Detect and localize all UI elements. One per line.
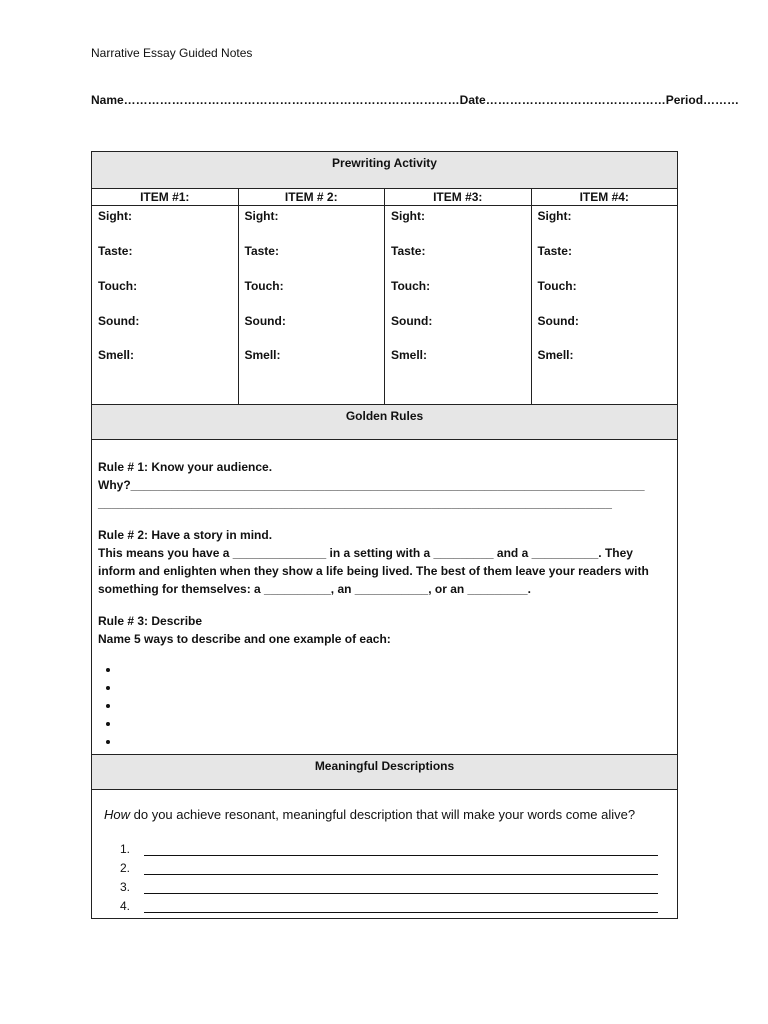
item-heading: ITEM #4:: [532, 189, 678, 206]
bullet-item: [120, 696, 673, 714]
bullet-item: [120, 660, 673, 678]
answer-row-1: [120, 837, 658, 856]
answer-line: [144, 900, 658, 913]
rule-1-why-line: Why?_____________________________________________________________________________: [98, 478, 645, 492]
question-emphasis: How: [104, 807, 131, 822]
rule-1-answer-line: _____________________________________________________________________________: [98, 496, 612, 510]
sense-taste: Taste:: [391, 244, 426, 258]
sense-taste: Taste:: [98, 244, 133, 258]
sense-taste: Taste:: [537, 244, 572, 258]
meaningful-question: [104, 807, 635, 822]
describe-bullet-list: [120, 660, 673, 750]
item-column-2: [239, 189, 386, 405]
answer-line: [144, 881, 658, 894]
sense-smell: Smell:: [391, 348, 428, 362]
answer-row-3: [120, 875, 658, 894]
prewriting-items: [92, 189, 677, 405]
sense-taste: Taste:: [244, 244, 279, 258]
rule-3-heading: Rule # 3: Describe: [98, 614, 203, 628]
number-label: 3.: [120, 880, 131, 894]
item-column-4: [532, 189, 678, 405]
bullet-item: [120, 678, 673, 696]
numbered-answer-lines: [120, 837, 658, 913]
number-label: 4.: [120, 899, 131, 913]
rule-2-text: This means you have a ______________ in a setting with a _________ and a __________. They: [98, 546, 633, 560]
sense-sound: Sound:: [98, 314, 140, 328]
sense-sight: Sight:: [537, 209, 572, 223]
sense-smell: Smell:: [537, 348, 574, 362]
item-column-3: [385, 189, 532, 405]
item-column-1: [92, 189, 239, 405]
answer-line: [144, 862, 658, 875]
item-heading: ITEM #1:: [92, 189, 238, 206]
item-heading: ITEM #3:: [385, 189, 531, 206]
question-text: do you achieve resonant, meaningful description that will make your words come alive?: [130, 807, 636, 822]
answer-row-2: [120, 856, 658, 875]
rule-2-heading: Rule # 2: Have a story in mind.: [98, 528, 273, 542]
golden-rules-title: Golden Rules: [92, 404, 677, 440]
name-date-period-line: Name…………………………………………………………………………Date………………………………………Period………: [91, 93, 740, 107]
sense-touch: Touch:: [391, 279, 431, 293]
item-heading: ITEM # 2:: [239, 189, 385, 206]
rule-1-heading: Rule # 1: Know your audience.: [98, 460, 273, 474]
number-label: 2.: [120, 861, 131, 875]
prewriting-title: Prewriting Activity: [92, 152, 677, 189]
sense-sight: Sight:: [391, 209, 425, 223]
sense-touch: Touch:: [98, 279, 138, 293]
bullet-item: [120, 732, 673, 750]
sense-touch: Touch:: [537, 279, 577, 293]
sense-touch: Touch:: [244, 279, 284, 293]
sense-sight: Sight:: [244, 209, 279, 223]
sense-sound: Sound:: [537, 314, 579, 328]
number-label: 1.: [120, 842, 131, 856]
sense-sight: Sight:: [98, 209, 132, 223]
sense-sound: Sound:: [244, 314, 286, 328]
sense-smell: Smell:: [98, 348, 135, 362]
answer-row-4: [120, 894, 658, 913]
answer-line: [144, 843, 658, 856]
bullet-item: [120, 714, 673, 732]
document-title: Narrative Essay Guided Notes: [91, 46, 253, 60]
golden-rules-content: [98, 458, 673, 750]
sense-smell: Smell:: [244, 348, 281, 362]
rule-3-text: Name 5 ways to describe and one example of each:: [98, 632, 391, 646]
rule-2-text: inform and enlighten when they show a life being lived. The best of them leave your readers with: [98, 564, 649, 578]
sense-sound: Sound:: [391, 314, 433, 328]
rule-2-text: something for themselves: a __________, an ___________, or an _________.: [98, 582, 531, 596]
worksheet-box: [91, 151, 678, 919]
meaningful-descriptions-title: Meaningful Descriptions: [92, 754, 677, 790]
